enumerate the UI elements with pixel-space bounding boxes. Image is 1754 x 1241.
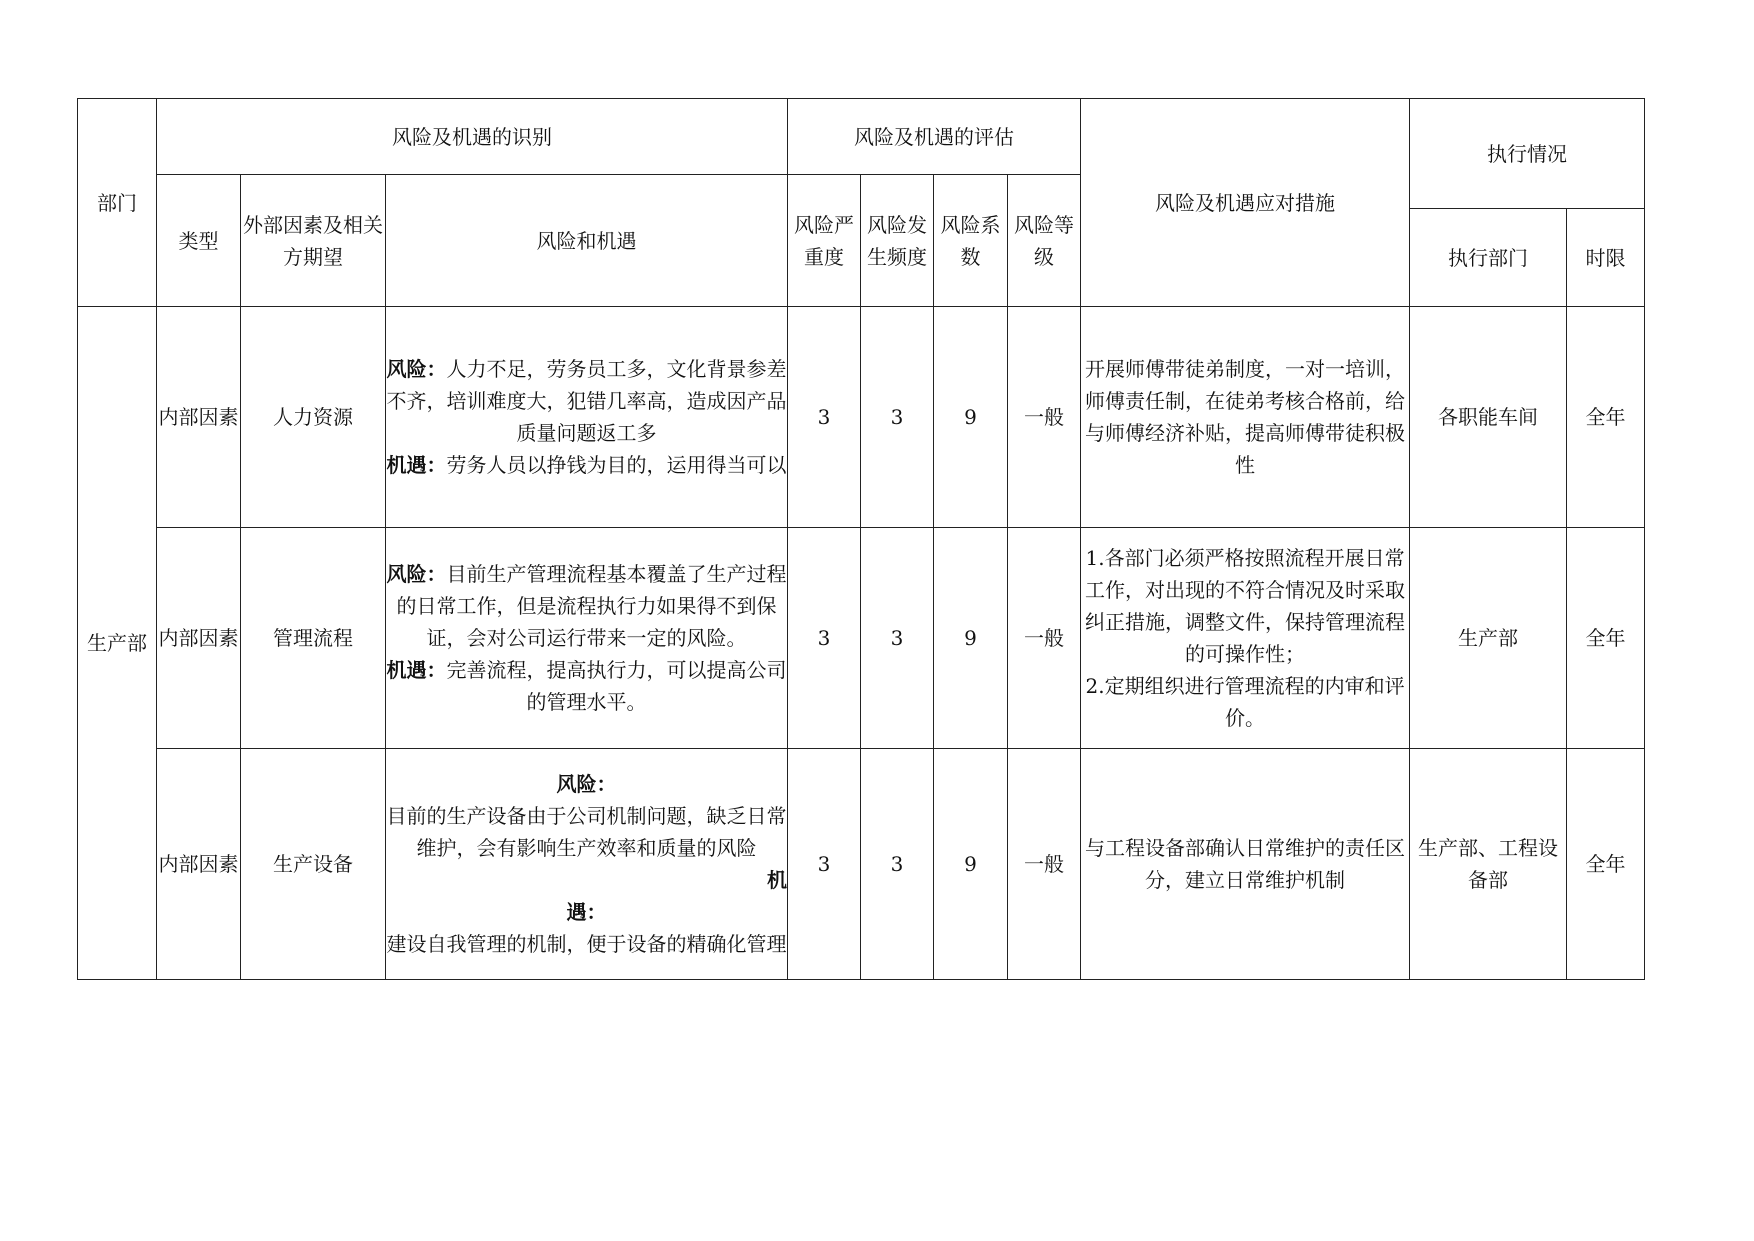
exec-dept-cell: 生产部 [1410, 528, 1567, 749]
header-measures: 风险及机遇应对措施 [1081, 99, 1410, 307]
measure-cell: 与工程设备部确认日常维护的责任区分，建立日常维护机制 [1081, 749, 1410, 980]
risk-text: 人力不足，劳务员工多，文化背景参差不齐，培训难度大，犯错几率高，造成因产品质量问题返工多 [386, 357, 787, 445]
opp-text: 劳务人员以挣钱为目的，运用得当可以 [446, 453, 787, 477]
deadline-cell: 全年 [1567, 749, 1645, 980]
measure-cell [1081, 528, 1410, 749]
risk-label: 风险： [556, 772, 617, 796]
risk-label: 风险： [386, 562, 447, 586]
risk-opp-cell [386, 749, 788, 980]
severity-cell: 3 [788, 528, 861, 749]
risk-opp-cell [386, 307, 788, 528]
coefficient-cell: 9 [934, 528, 1008, 749]
header-type: 类型 [157, 175, 241, 307]
risk-opp-cell [386, 528, 788, 749]
exec-dept-cell: 生产部、工程设备部 [1410, 749, 1567, 980]
header-evaluation: 风险及机遇的评估 [788, 99, 1081, 175]
measure-cell: 开展师傅带徒弟制度，一对一培训，师傅责任制，在徒弟考核合格前，给与师傅经济补贴，提高师傅带徒积极性 [1081, 307, 1410, 528]
severity-cell: 3 [788, 749, 861, 980]
opp-label: 机遇： [386, 453, 447, 477]
opp-text: 建设自我管理的机制，便于设备的精确化管理 [386, 932, 787, 956]
severity-cell: 3 [788, 307, 861, 528]
opp-label: 机 [767, 868, 788, 892]
header-factors: 外部因素及相关方期望 [241, 175, 386, 307]
deadline-cell: 全年 [1567, 307, 1645, 528]
table-row [78, 749, 1645, 980]
table-row [78, 528, 1645, 749]
risk-opportunity-table [77, 98, 1645, 980]
opp-label: 遇： [566, 900, 607, 924]
frequency-cell: 3 [861, 528, 934, 749]
opp-label: 机遇： [386, 658, 447, 682]
risk-text: 目前生产管理流程基本覆盖了生产过程的日常工作，但是流程执行力如果得不到保证，会对公司运行带来一定的风险。 [396, 562, 787, 650]
header-level: 风险等级 [1008, 175, 1081, 307]
header-exec-dept: 执行部门 [1410, 209, 1567, 307]
exec-dept-cell: 各职能车间 [1410, 307, 1567, 528]
level-cell: 一般 [1008, 749, 1081, 980]
frequency-cell: 3 [861, 307, 934, 528]
measure-item: 1.各部门必须严格按照流程开展日常工作，对出现的不符合情况及时采取纠正措施，调整文件，保持管理流程的可操作性； [1085, 546, 1406, 666]
type-cell: 内部因素 [157, 749, 241, 980]
department-cell: 生产部 [78, 307, 157, 980]
risk-label: 风险： [386, 357, 447, 381]
factor-cell: 生产设备 [241, 749, 386, 980]
factor-cell: 管理流程 [241, 528, 386, 749]
frequency-cell: 3 [861, 749, 934, 980]
deadline-cell: 全年 [1567, 528, 1645, 749]
header-risk-opp: 风险和机遇 [386, 175, 788, 307]
type-cell: 内部因素 [157, 307, 241, 528]
header-frequency: 风险发生频度 [861, 175, 934, 307]
opp-text: 完善流程，提高执行力，可以提高公司的管理水平。 [446, 658, 787, 714]
coefficient-cell: 9 [934, 749, 1008, 980]
level-cell: 一般 [1008, 528, 1081, 749]
header-coefficient: 风险系数 [934, 175, 1008, 307]
header-deadline: 时限 [1567, 209, 1645, 307]
coefficient-cell: 9 [934, 307, 1008, 528]
type-cell: 内部因素 [157, 528, 241, 749]
header-execution: 执行情况 [1410, 99, 1645, 209]
table-row [78, 307, 1645, 528]
factor-cell: 人力资源 [241, 307, 386, 528]
header-identification: 风险及机遇的识别 [157, 99, 788, 175]
measure-item: 2.定期组织进行管理流程的内审和评价。 [1085, 674, 1405, 730]
risk-text: 目前的生产设备由于公司机制问题，缺乏日常维护，会有影响生产效率和质量的风险 [386, 804, 787, 860]
header-severity: 风险严重度 [788, 175, 861, 307]
level-cell: 一般 [1008, 307, 1081, 528]
header-department: 部门 [78, 99, 157, 307]
